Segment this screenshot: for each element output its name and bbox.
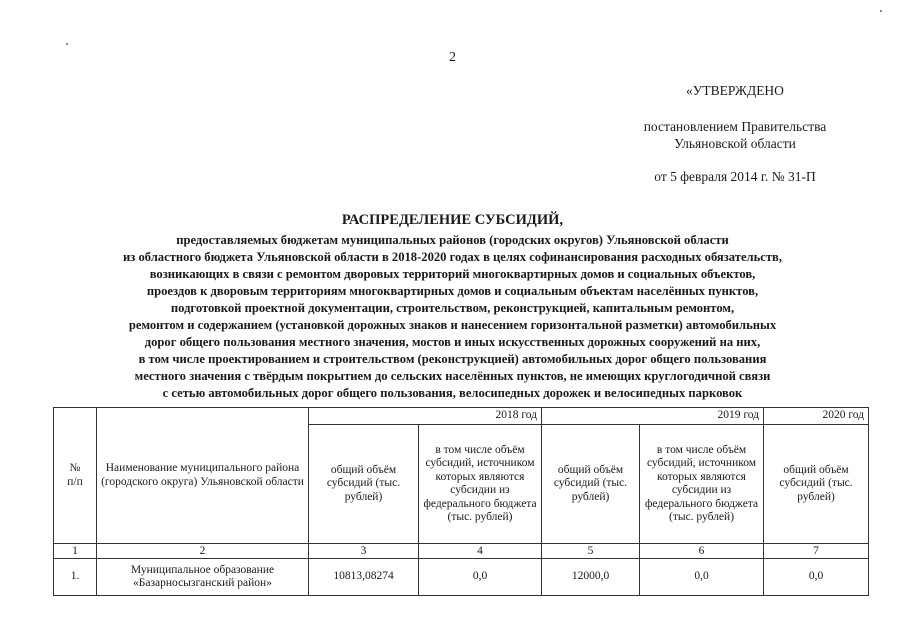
approval-authority-line2: Ульяновской области xyxy=(674,136,796,151)
scan-speck xyxy=(66,43,68,45)
column-number: 4 xyxy=(419,544,542,559)
row-number: 1. xyxy=(54,559,97,596)
subtitle-line: ремонтом и содержанием (установкой дорожных знаков и нанесением горизонтальной разметки) автомобильных xyxy=(128,318,777,332)
header-year-2019: 2019 год xyxy=(542,408,764,425)
row-2018-total: 10813,08274 xyxy=(309,559,419,596)
approval-authority-line1: постановлением Правительства xyxy=(643,119,827,134)
approval-heading: «УТВЕРЖДЕНО xyxy=(686,83,784,98)
page-number: 2 xyxy=(449,50,456,65)
table-row xyxy=(54,559,869,596)
column-number: 5 xyxy=(542,544,640,559)
subtitle-line: в том числе проектированием и строительством (реконструкцией) автомобильных дорог общего пользования xyxy=(138,352,767,366)
scan-speck xyxy=(880,10,882,12)
document-title: РАСПРЕДЕЛЕНИЕ СУБСИДИЙ, xyxy=(341,212,564,228)
column-number: 7 xyxy=(764,544,869,559)
header-total-2020: общий объём субсидий (тыс. рублей) xyxy=(764,425,869,544)
header-total-2019: общий объём субсидий (тыс. рублей) xyxy=(542,425,640,544)
subtitle-line: с сетью автомобильных дорог общего пользования, велосипедных дорожек и велосипедных парковок xyxy=(162,386,743,400)
header-federal-2018: в том числе объём субсидий, источником которых являются субсидии из федерального бюджета (тыс. рублей) xyxy=(419,425,542,544)
column-number: 6 xyxy=(640,544,764,559)
row-2020-total: 0,0 xyxy=(764,559,869,596)
subtitle-line: из областного бюджета Ульяновской области в 2018-2020 годах в целях софинансирования расходных обязательств, xyxy=(123,250,782,264)
row-2019-total: 12000,0 xyxy=(542,559,640,596)
subtitle-line: предоставляемых бюджетам муниципальных районов (городских округов) Ульяновской области xyxy=(176,233,729,247)
subtitle-line: подготовкой проектной документации, строительством, реконструкцией, капитальным ремонтом, xyxy=(170,301,735,315)
header-row-number: № п/п xyxy=(54,408,97,544)
header-year-2018: 2018 год xyxy=(309,408,542,425)
approval-authority xyxy=(600,118,870,152)
subtitle-line: проездов к дворовым территориям многоквартирных домов и социальным объектам населённых пунктов, xyxy=(146,284,759,298)
subtitle-line: местного значения с твёрдым покрытием до сельских населённых пунктов, не имеющих круглогодичной связи xyxy=(134,369,771,383)
header-district-name: Наименование муниципального района (городского округа) Ульяновской области xyxy=(97,408,309,544)
header-federal-2019: в том числе объём субсидий, источником которых являются субсидии из федерального бюджета (тыс. рублей) xyxy=(640,425,764,544)
header-total-2018: общий объём субсидий (тыс. рублей) xyxy=(309,425,419,544)
row-2018-federal: 0,0 xyxy=(419,559,542,596)
subtitle-line: дорог общего пользования местного значения, мостов и иных искусственных дорожных сооружений на них, xyxy=(144,335,761,349)
row-district-name: Муниципальное образование «Базарносызганский район» xyxy=(97,559,309,596)
column-number: 1 xyxy=(54,544,97,559)
column-number: 2 xyxy=(97,544,309,559)
row-2019-federal: 0,0 xyxy=(640,559,764,596)
document-subtitle xyxy=(60,232,845,402)
subsidy-table xyxy=(53,407,869,596)
column-number-row xyxy=(54,544,869,559)
subtitle-line: возникающих в связи с ремонтом дворовых территорий многоквартирных домов и социальных объектов, xyxy=(149,267,756,281)
header-year-2020: 2020 год xyxy=(764,408,869,425)
approval-date: от 5 февраля 2014 г. № 31-П xyxy=(654,169,816,184)
column-number: 3 xyxy=(309,544,419,559)
